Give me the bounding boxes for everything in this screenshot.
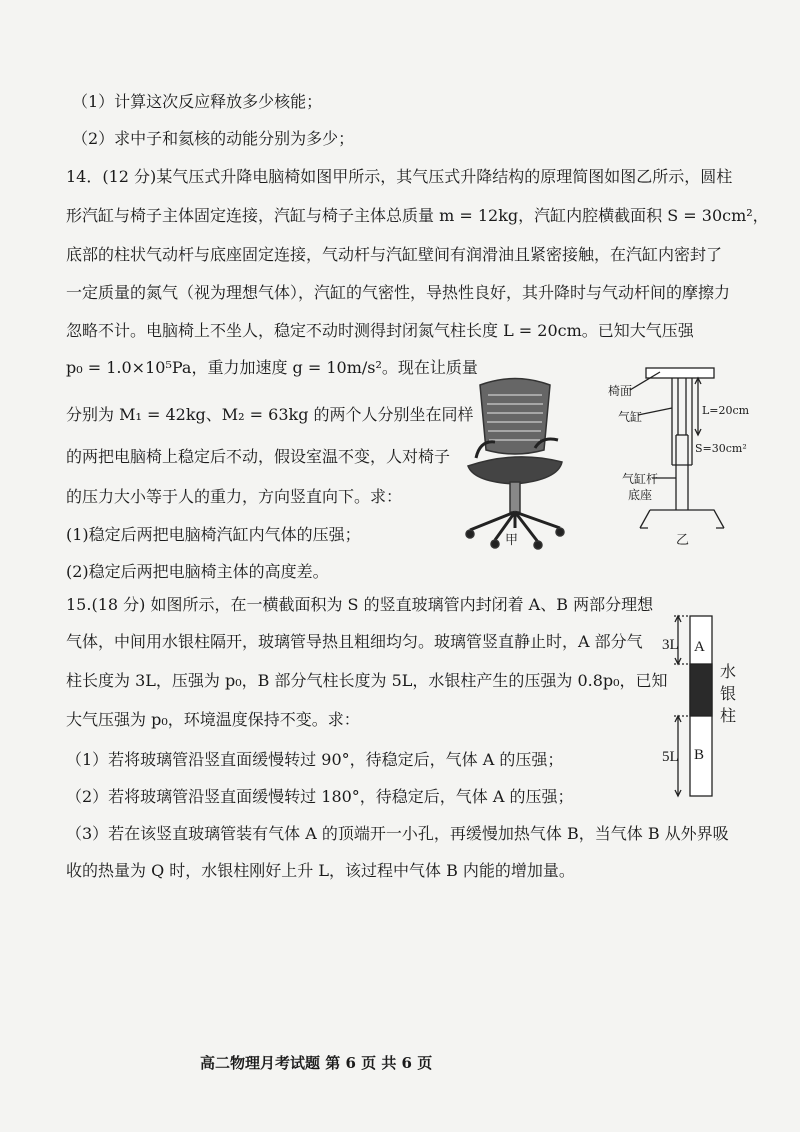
tube-label-A: A bbox=[694, 639, 705, 655]
q14-line-2: 形汽缸与椅子主体固定连接，汽缸与椅子主体总质量 m = 12kg，汽缸内腔横截面积 S = 30cm²， bbox=[66, 206, 769, 225]
tube-label-mercury-1: 水 bbox=[720, 662, 737, 681]
q15-line-6: （2）若将玻璃管沿竖直面缓慢转过 180°，待稳定后，气体 A 的压强； bbox=[66, 787, 574, 806]
q13-sub1: （1）计算这次反应释放多少核能； bbox=[72, 92, 323, 111]
q14-line-10: (1)稳定后两把电脑椅汽缸内气体的压强； bbox=[66, 525, 361, 544]
figure-jia-chair bbox=[440, 370, 590, 550]
figure-jia-caption: 甲 bbox=[505, 533, 519, 548]
yi-label-cylinder: 气缸 bbox=[618, 410, 643, 424]
q14-line-6: p₀ = 1.0×10⁵Pa，重力加速度 g = 10m/s²。现在让质量 bbox=[66, 358, 478, 377]
q14-line-9: 的压力大小等于人的重力，方向竖直向下。求： bbox=[66, 487, 403, 506]
yi-label-seat: 椅面 bbox=[608, 384, 633, 398]
q15-line-8: 收的热量为 Q 时，水银柱刚好上升 L，该过程中气体 B 内能的增加量。 bbox=[66, 861, 575, 880]
tube-label-3L: 3L bbox=[662, 637, 679, 653]
page-footer: 高二物理月考试题 第 6 页 共 6 页 bbox=[200, 1054, 433, 1072]
q15-line-3: 柱长度为 3L，压强为 p₀，B 部分气柱长度为 5L，水银柱产生的压强为 0.8p₀，已知 bbox=[66, 671, 668, 690]
yi-label-S: S=30cm² bbox=[695, 442, 747, 455]
q13-sub2: （2）求中子和氦核的动能分别为多少； bbox=[72, 129, 355, 148]
q15-line-2: 气体，中间用水银柱隔开，玻璃管导热且粗细均匀。玻璃管竖直静止时，A 部分气 bbox=[66, 632, 643, 651]
q15-line-5: （1）若将玻璃管沿竖直面缓慢转过 90°，待稳定后，气体 A 的压强； bbox=[66, 750, 564, 769]
q14-line-5: 忽略不计。电脑椅上不坐人，稳定不动时测得封闭氮气柱长度 L = 20cm。已知大气压强 bbox=[66, 321, 694, 340]
q15-line-1: 15.(18 分) 如图所示，在一横截面积为 S 的竖直玻璃管内封闭着 A、B 两部分理想 bbox=[66, 595, 654, 614]
q14-line-3: 底部的柱状气动杆与底座固定连接，气动杆与汽缸壁间有润滑油且紧密接触，在汽缸内密封了 bbox=[66, 245, 723, 264]
q14-line-8: 的两把电脑椅上稳定后不动，假设室温不变，人对椅子 bbox=[66, 447, 451, 466]
q14-line-11: (2)稳定后两把电脑椅主体的高度差。 bbox=[66, 562, 329, 581]
tube-label-B: B bbox=[694, 747, 705, 763]
tube-label-5L: 5L bbox=[662, 749, 679, 765]
tube-label-mercury-3: 柱 bbox=[720, 706, 737, 725]
q14-line-1: 14．(12 分)某气压式升降电脑椅如图甲所示，其气压式升降结构的原理简图如图乙所示，圆柱 bbox=[66, 167, 733, 186]
tube-label-mercury-2: 银 bbox=[720, 684, 737, 703]
figure-yi-caption: 乙 bbox=[676, 533, 690, 548]
yi-label-base: 底座 bbox=[628, 488, 653, 502]
yi-label-L: L=20cm bbox=[702, 404, 750, 417]
yi-label-rod: 气缸杆 bbox=[622, 472, 659, 486]
q14-line-4: 一定质量的氮气（视为理想气体），汽缸的气密性，导热性良好，其升降时与气动杆间的摩擦力 bbox=[66, 283, 731, 302]
q15-line-7: （3）若在该竖直玻璃管装有气体 A 的顶端开一小孔，再缓慢加热气体 B，当气体 B 从外界吸 bbox=[66, 824, 729, 843]
q14-line-7: 分别为 M₁ = 42kg、M₂ = 63kg 的两个人分别坐在同样 bbox=[66, 405, 474, 424]
q15-line-4: 大气压强为 p₀，环境温度保持不变。求： bbox=[66, 710, 360, 729]
